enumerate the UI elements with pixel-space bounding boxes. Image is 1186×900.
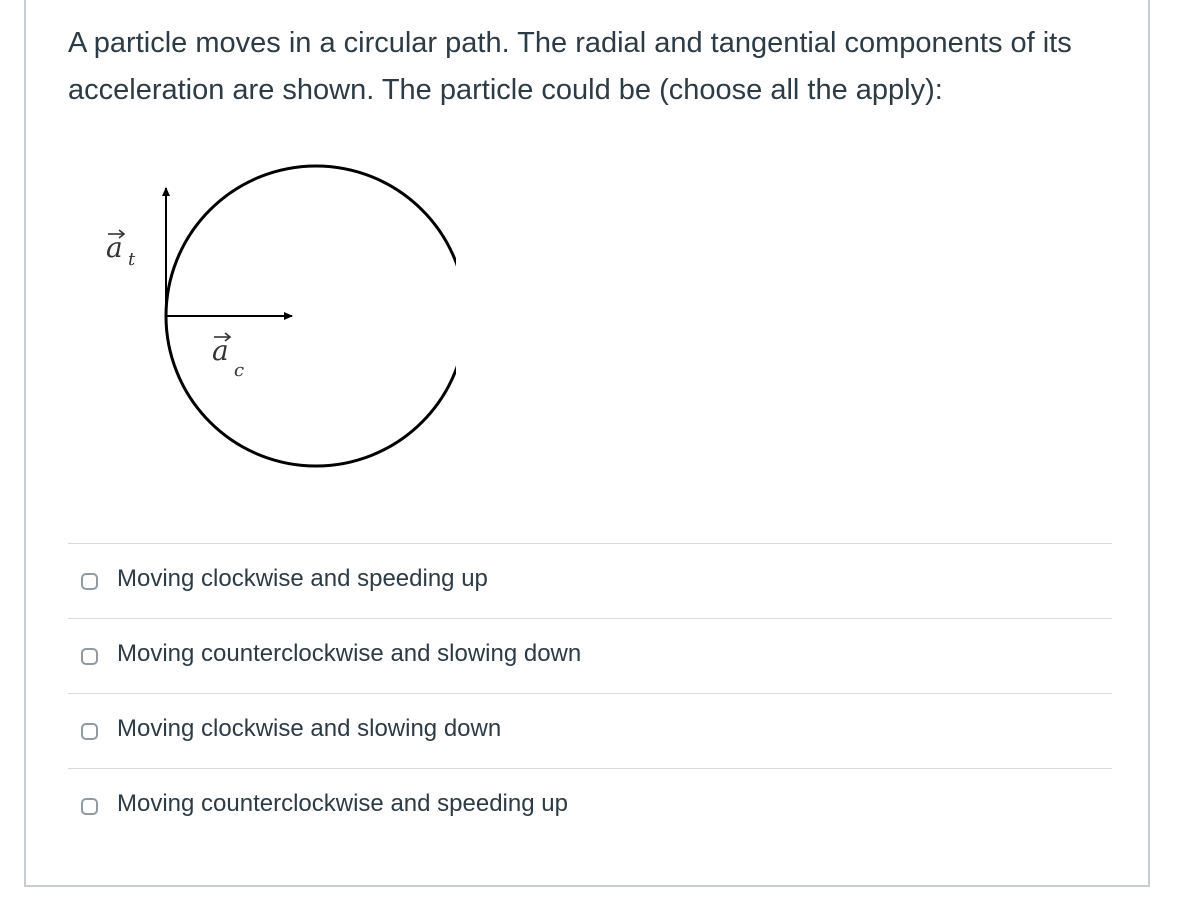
- answer-option[interactable]: [68, 693, 1112, 768]
- tangential-label-symbol: a: [106, 231, 123, 264]
- answer-label: Moving counterclockwise and slowing down: [117, 640, 582, 667]
- answer-option[interactable]: [68, 768, 1112, 843]
- question-card: [24, 0, 1150, 887]
- question-text: A particle moves in a circular path. The radial and tangential components of its acceleration are shown. The particle could be (choose all the apply):: [68, 27, 1072, 106]
- checkbox[interactable]: [81, 648, 98, 665]
- radial-acceleration-label: [212, 333, 244, 381]
- circular-motion-diagram: [76, 158, 456, 488]
- answer-label: Moving clockwise and speeding up: [117, 565, 488, 592]
- answer-label: Moving counterclockwise and speeding up: [117, 790, 568, 817]
- answer-option[interactable]: [68, 543, 1112, 618]
- answer-option[interactable]: [68, 618, 1112, 693]
- tangential-label-subscript: t: [128, 249, 136, 270]
- tangential-acceleration-label: [106, 230, 136, 270]
- answer-list: [68, 543, 1112, 843]
- checkbox[interactable]: [81, 573, 98, 590]
- checkbox[interactable]: [81, 723, 98, 740]
- answer-label: Moving clockwise and slowing down: [117, 715, 502, 742]
- radial-label-symbol: a: [212, 334, 229, 367]
- radial-label-subscript: c: [234, 360, 245, 381]
- checkbox[interactable]: [81, 798, 98, 815]
